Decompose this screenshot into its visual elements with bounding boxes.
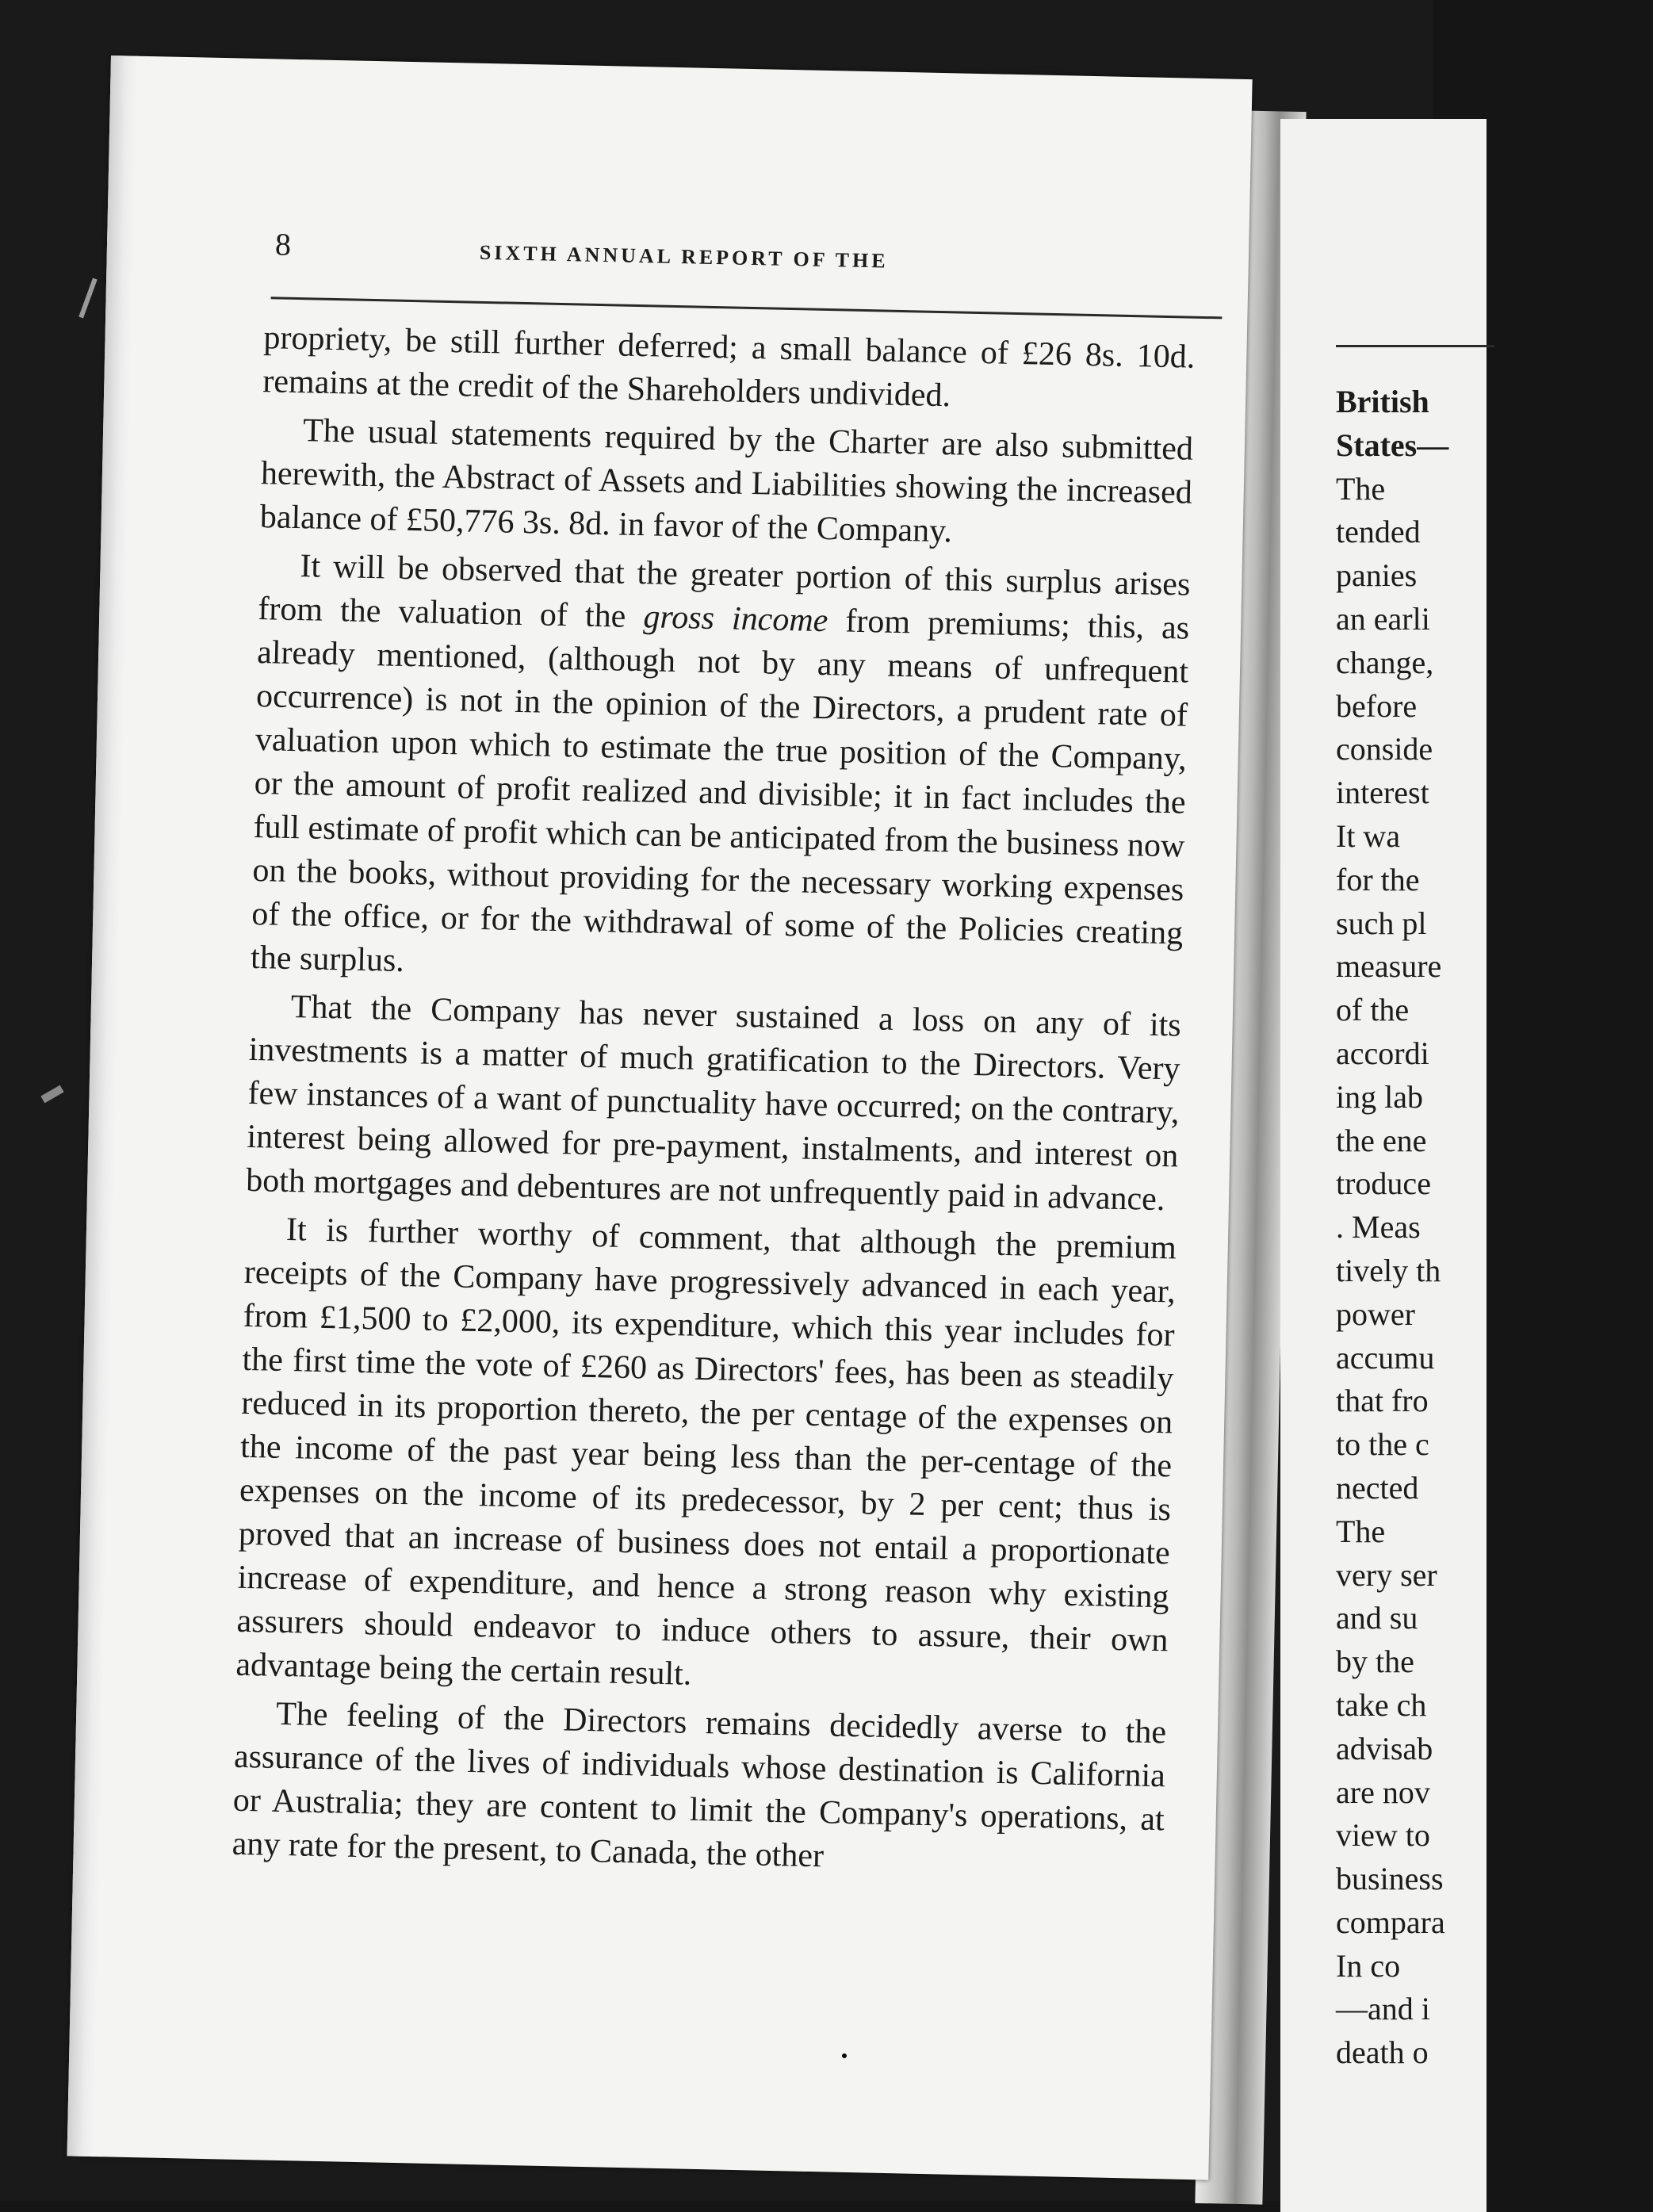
facing-line: of the: [1336, 992, 1410, 1028]
facing-page-text: [1336, 381, 1653, 2075]
paragraph-text: from premiums; this, as already mentioned, (although not by any means of unfrequent occurrence) is not in the opinion of the Directors, a prudent rate of valuation upon which to estimate the true position of the Company, or the amount of profit realized and divisible; it in fact includes the full estimate of profit which can be anticipated from the business now on the books, without providing for the necessary working expenses of the office, or for the withdrawal of some of the Policies creating the surplus.: [250, 603, 1190, 979]
facing-line: —and i: [1336, 1991, 1430, 2027]
facing-line: death o: [1336, 2034, 1429, 2071]
facing-line: take ch: [1336, 1686, 1427, 1723]
facing-line: advisab: [1336, 1730, 1433, 1766]
facing-line: view to: [1336, 1817, 1430, 1854]
facing-page-rule: [1336, 345, 1494, 347]
facing-line: such pl: [1336, 905, 1427, 941]
facing-line: business: [1336, 1861, 1444, 1897]
scan-speck: [842, 2053, 847, 2058]
paragraph: [251, 544, 1191, 999]
facing-line: conside: [1336, 731, 1433, 767]
facing-line: tively th: [1336, 1252, 1441, 1288]
facing-line: measure: [1336, 948, 1442, 985]
facing-line: accumu: [1336, 1339, 1435, 1376]
facing-line: very ser: [1336, 1556, 1437, 1593]
page-number: 8: [274, 226, 292, 262]
facing-line: before: [1336, 687, 1418, 724]
main-page: [67, 55, 1253, 2180]
paragraph: The feeling of the Directors remains decidedly averse to the assurance of the lives of individuals whose destination is California or Australia; they are content to limit the Company's operations, at any rate for the present, to Canada, the other: [231, 1695, 1167, 1875]
facing-line: an earli: [1336, 600, 1430, 637]
facing-line: troduce: [1336, 1165, 1431, 1202]
facing-line: In co: [1336, 1947, 1401, 1984]
body-text: [231, 316, 1196, 1890]
scan-speck: [40, 1085, 63, 1104]
facing-line: for the: [1336, 861, 1420, 897]
paragraph: propriety, be still further deferred; a small balance of £26 8s. 10d. remains at the credit of the Shareholders undivided.: [262, 320, 1196, 415]
paragraph: That the Company has never sustained a loss on any of its investments is a matter of much gratification to the Directors. Very few instances of a want of punctuality have occurred; on the contrary, interest being allowed for pre-payment, instalments, and interest on both mortgages and debentures are not unfrequently paid in advance.: [245, 989, 1182, 1219]
facing-line: that fro: [1336, 1383, 1429, 1419]
paragraph-text: It will be observed that the greater portion of this surplus arises from the valuation of the: [257, 548, 1191, 636]
facing-line: compara: [1336, 1904, 1445, 1940]
facing-line: accordi: [1336, 1035, 1429, 1071]
facing-line: tended: [1336, 514, 1421, 550]
running-head: SIXTH ANNUAL REPORT OF THE: [479, 240, 889, 273]
emphasis-text: gross income: [642, 599, 828, 640]
facing-line: . Meas: [1336, 1209, 1421, 1246]
facing-line: ing lab: [1336, 1078, 1423, 1115]
facing-line: the ene: [1336, 1122, 1427, 1158]
facing-line: power: [1336, 1295, 1415, 1332]
header-rule: [271, 297, 1223, 319]
facing-line: interest: [1336, 775, 1429, 811]
facing-line: It wa: [1336, 817, 1401, 854]
facing-line: by the: [1336, 1644, 1414, 1680]
facing-line: nected: [1336, 1469, 1419, 1506]
facing-line: British: [1336, 384, 1429, 419]
facing-line: States—: [1336, 427, 1449, 463]
facing-line: The: [1336, 470, 1386, 507]
facing-line: The: [1336, 1513, 1386, 1549]
facing-line: to the c: [1336, 1426, 1429, 1463]
paragraph: The usual statements required by the Charter are also submitted herewith, the Abstract of Assets and Liabilities showing the increased balance of £50,776 3s. 8d. in favor of the Company.: [259, 412, 1194, 550]
facing-line: change,: [1336, 644, 1434, 680]
page-edge: [67, 55, 138, 2157]
facing-line: and su: [1336, 1600, 1418, 1636]
facing-page: [1280, 119, 1487, 2212]
facing-line: are nov: [1336, 1774, 1430, 1810]
scan-speck: [78, 278, 97, 319]
facing-line: panies: [1336, 557, 1418, 594]
paragraph: It is further worthy of comment, that although the premium receipts of the Company have progressively advanced in each year, from £1,500 to £2,000, its expenditure, which this year includes for the first time the vote of £260 as Directors' fees, has been as steadily reduced in its proportion thereto, the per centage of the expenses on the income of the past year being less than the per-centage of the expenses on the income of its predecessor, by 2 per cent; thus is proved that an increase of business does not entail a proportionate increase of expenditure, and hence a strong reason why existing assurers should endeavor to induce others to assure, their own advantage being the certain result.: [235, 1211, 1177, 1693]
